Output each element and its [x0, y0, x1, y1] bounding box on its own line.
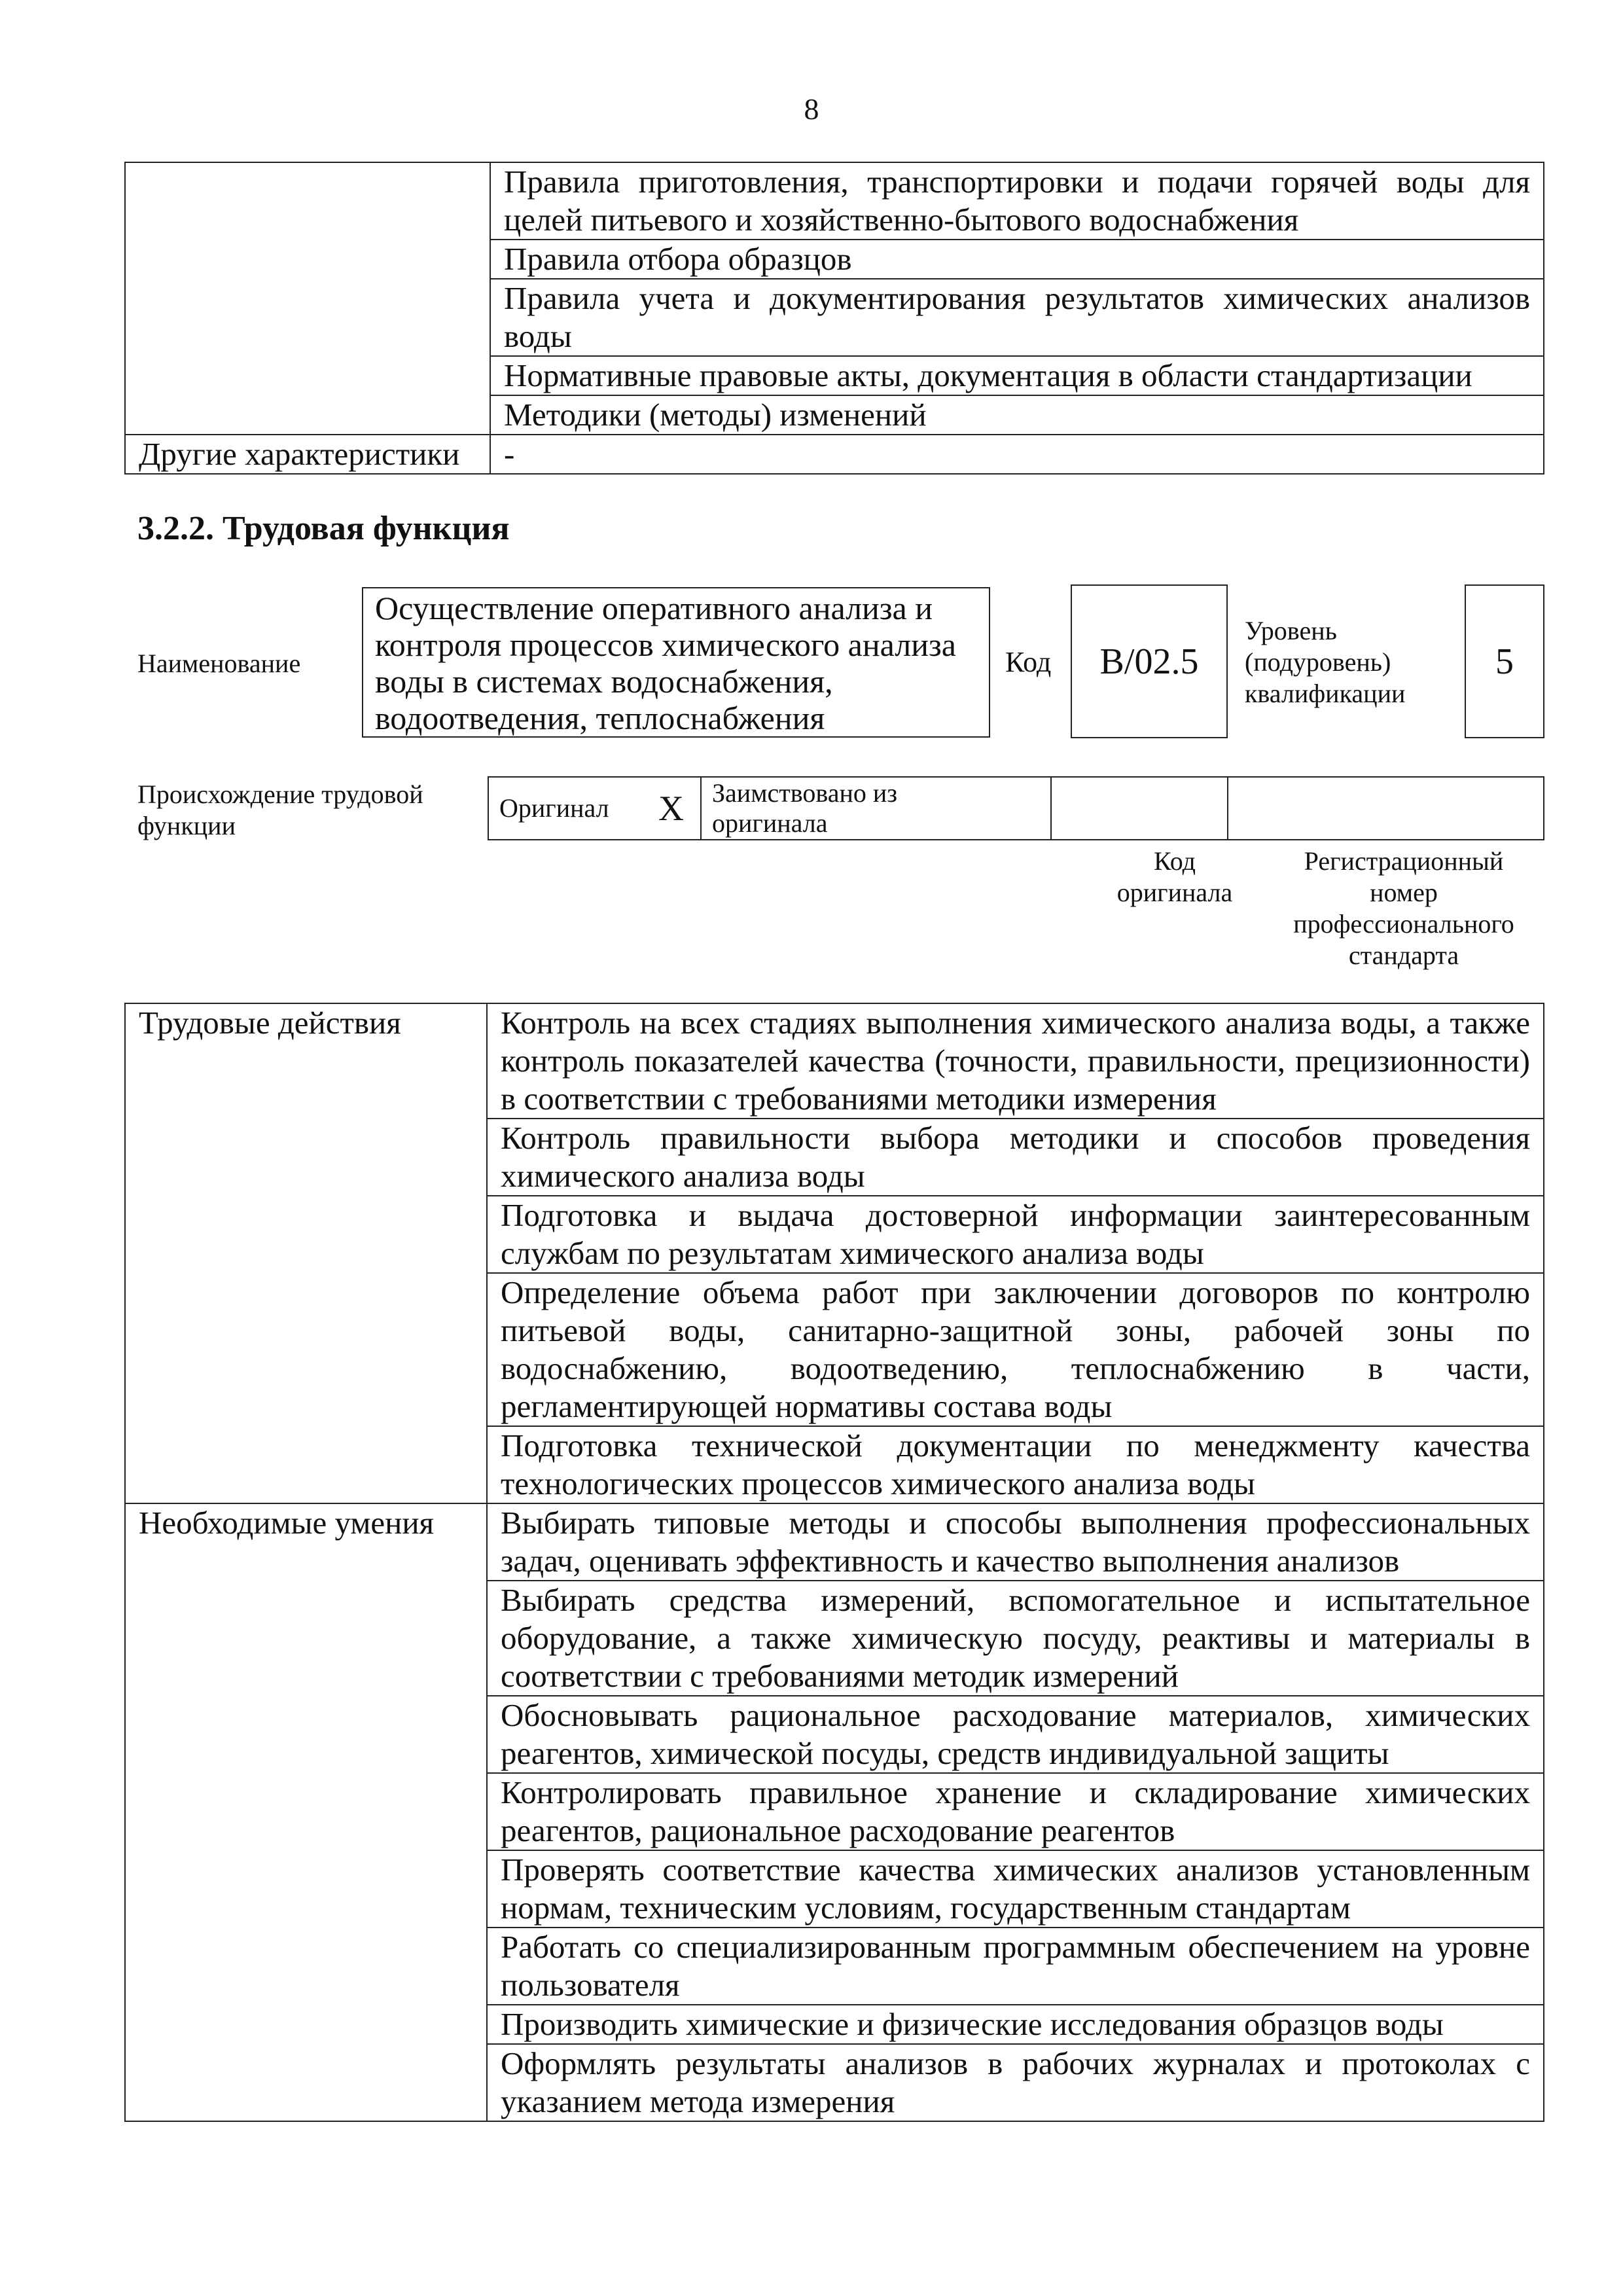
- function-name-box: Осуществление оперативного анализа и контроля процессов химического анализа воды в системах водоснабжения, водоотведения, теплоснабжения: [362, 587, 990, 738]
- code-label: Код: [1005, 646, 1052, 678]
- code-caption-line2: оригинала: [1116, 878, 1233, 907]
- origin-label-line1: Происхождение трудовой: [137, 780, 423, 809]
- page-number: 8: [804, 92, 819, 126]
- table-row: Определение объема работ при заключении договоров по контролю питьевой воды, санитарно-защитной зоны, рабочей зоны по водоснабжению, водоотведению, теплоснабжению в части, регламентирующей нормативы состава воды: [487, 1273, 1544, 1426]
- labor-actions-label: Трудовые действия: [125, 1003, 487, 1503]
- table-row: Подготовка технической документации по менеджменту качества технологических процессов химического анализа воды: [487, 1426, 1544, 1503]
- table-row: Подготовка и выдача достоверной информации заинтересованным службам по результатам химического анализа воды: [487, 1196, 1544, 1273]
- table-row: Оформлять результаты анализов в рабочих журналах и протоколах с указанием метода измерения: [487, 2044, 1544, 2121]
- other-characteristics-label: Другие характеристики: [125, 435, 490, 474]
- table-row: Нормативные правовые акты, документация в области стандартизации: [490, 356, 1544, 395]
- level-label-line1: Уровень: [1245, 616, 1337, 645]
- section-heading: 3.2.2. Трудовая функция: [137, 510, 510, 547]
- level-value-box: 5: [1465, 584, 1544, 738]
- name-label: Наименование: [137, 649, 301, 678]
- table-row: Работать со специализированным программным обеспечением на уровне пользователя: [487, 1928, 1544, 2005]
- original-code-cell: [1051, 777, 1228, 840]
- table-row: Выбирать типовые методы и способы выполнения профессиональных задач, оценивать эффективность и качество выполнения анализов: [487, 1503, 1544, 1581]
- original-mark: X: [642, 777, 701, 840]
- table-row: Обосновывать рациональное расходование материалов, химических реагентов, химической посуды, средств индивидуальной защиты: [487, 1696, 1544, 1773]
- borrowed-label: [701, 777, 1051, 840]
- reg-caption-line2: номер: [1370, 878, 1438, 907]
- reg-caption-line4: стандарта: [1348, 941, 1459, 970]
- table-row: Выбирать средства измерений, вспомогательное и испытательное оборудование, а также химическую посуду, реактивы и материалы в соответствии с требованиями методик измерений: [487, 1581, 1544, 1696]
- original-label: Оригинал: [488, 777, 642, 840]
- level-label-line3: квалификации: [1245, 679, 1406, 708]
- code-caption-line1: Код: [1154, 846, 1196, 876]
- borrowed-label-line2: оригинала: [712, 808, 828, 838]
- table-row: Правила приготовления, транспортировки и подачи горячей воды для целей питьевого и хозяйственно-бытового водоснабжения: [490, 162, 1544, 240]
- required-skills-label: Необходимые умения: [125, 1503, 487, 2121]
- table-row: Контроль правильности выбора методики и способов проведения химического анализа воды: [487, 1119, 1544, 1196]
- table-row: Производить химические и физические исследования образцов воды: [487, 2005, 1544, 2044]
- labor-function-table: [124, 1003, 1544, 2122]
- other-characteristics-value: -: [490, 435, 1544, 474]
- borrowed-label-line1: Заимствовано из: [712, 778, 898, 808]
- level-label-line2: (подуровень): [1245, 647, 1391, 677]
- table-row: Проверять соответствие качества химических анализов установленным нормам, техническим условиям, государственным стандартам: [487, 1850, 1544, 1928]
- reg-caption-line1: Регистрационный: [1304, 846, 1504, 876]
- knowledge-table-continuation: [124, 162, 1544, 475]
- code-value-box: B/02.5: [1071, 584, 1228, 738]
- table-row: Контролировать правильное хранение и складирование химических реагентов, рациональное расходование реагентов: [487, 1773, 1544, 1850]
- table-row: Правила отбора образцов: [490, 240, 1544, 279]
- registration-number-cell: [1228, 777, 1544, 840]
- reg-caption-line3: профессионального: [1293, 909, 1514, 939]
- table-row: Методики (методы) изменений: [490, 395, 1544, 435]
- empty-label-cell: [125, 162, 490, 435]
- origin-label-line2: функции: [137, 811, 236, 840]
- origin-table: [488, 776, 1544, 840]
- table-row: Контроль на всех стадиях выполнения химического анализа воды, а также контроль показателей качества (точности, правильности, прецизионности) в соответствии с требованиями методики измерения: [487, 1003, 1544, 1119]
- table-row: Правила учета и документирования результатов химических анализов воды: [490, 279, 1544, 356]
